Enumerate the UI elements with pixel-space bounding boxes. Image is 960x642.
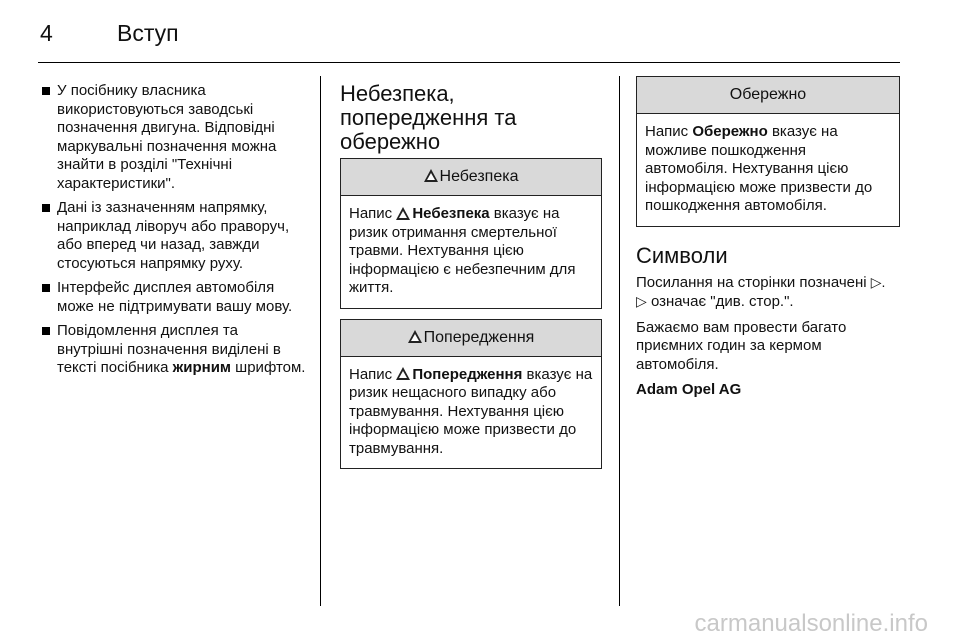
caution-box-text: Напис Обережно вказує на можливе пошкодження автомобіля. Нехтування цією інформацією може призвести до пошкодження автомобіля.	[645, 123, 873, 214]
bullet-icon	[42, 327, 50, 335]
bullet-icon	[42, 87, 50, 95]
page-number: 4	[40, 20, 53, 46]
watermark: carmanualsonline.info	[694, 610, 928, 637]
warning-box-header: Попередження	[341, 320, 601, 357]
list-item: Дані із зазначенням напрямку, наприклад ліворуч або праворуч, або вперед чи назад, завжди стосуються напрямку руху.	[42, 199, 308, 273]
warning-triangle-icon	[424, 169, 438, 182]
list-item: У посібнику власника використовуються заводські позначення двигуна. Відповідні маркувальні позначення можна знайти в розділі "Технічні характеристики".	[42, 82, 308, 193]
section-title-warnings: Небезпека, попередження та обережно	[340, 81, 517, 154]
danger-box-text: Напис Небезпека вказує на ризик отримання смертельної травми. Нехтування цією інформацією є небезпечним для життя.	[349, 205, 576, 296]
symbols-paragraph-1: Посилання на сторінки позначені ▷. ▷ означає "див. стор.".	[636, 273, 886, 310]
bullet-icon	[42, 204, 50, 212]
page-reference-arrow-icon: ▷.	[870, 273, 886, 290]
symbols-paragraph-2: Бажаємо вам провести багато приємних годин за кермом автомобіля.	[636, 318, 847, 373]
caution-box	[636, 76, 900, 227]
list-item: Повідомлення дисплея та внутрішні позначення виділені в тексті посібника жирним шрифтом.	[42, 322, 308, 378]
page-reference-arrow-icon: ▷	[636, 293, 647, 309]
warning-triangle-icon	[408, 330, 422, 343]
warning-triangle-icon	[396, 207, 410, 220]
company-name: Adam Opel AG	[636, 381, 742, 398]
column-divider-1	[320, 76, 321, 606]
page-title: Вступ	[117, 20, 179, 46]
intro-list	[42, 82, 308, 378]
warning-box-text: Напис Попередження вказує на ризик нещасного випадку або травмування. Нехтування цією інформацією може призвести до травмування.	[349, 365, 593, 457]
list-item: Інтерфейс дисплея автомобіля може не підтримувати вашу мову.	[42, 279, 308, 316]
warning-box	[340, 319, 602, 470]
caution-box-header: Обережно	[637, 77, 899, 114]
column-warnings	[340, 82, 602, 469]
column-divider-2	[619, 76, 620, 606]
column-intro	[42, 82, 308, 384]
danger-box	[340, 158, 602, 309]
header-rule	[38, 62, 900, 63]
bold-word: жирним	[172, 359, 232, 376]
column-symbols	[636, 76, 900, 407]
section-title-symbols: Символи	[636, 242, 728, 268]
bullet-icon	[42, 284, 50, 292]
danger-box-header: Небезпека	[341, 159, 601, 196]
warning-triangle-icon	[396, 367, 410, 380]
